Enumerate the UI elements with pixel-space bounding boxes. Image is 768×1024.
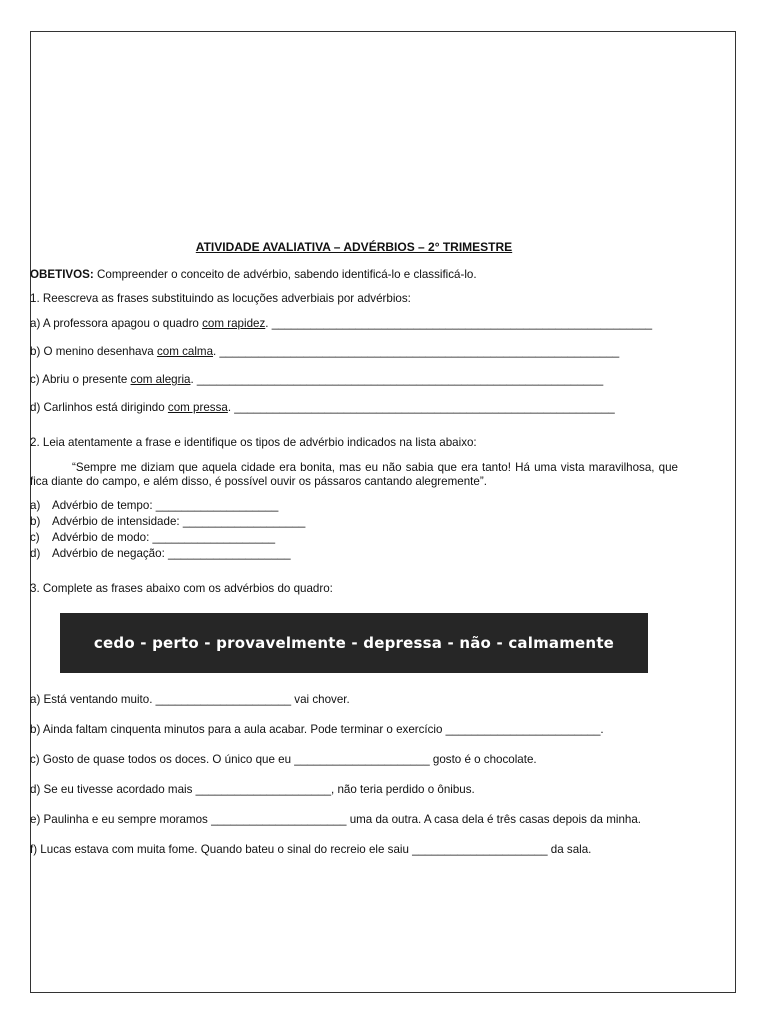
q3-item-d: d) Se eu tivesse acordado mais _____________________, não teria perdido o ônibus.: [30, 783, 475, 796]
q2-item-a-text: Advérbio de tempo: ___________________: [52, 499, 279, 512]
q1-item-b: [30, 345, 678, 358]
q1-item-a-text: a) A professora apagou o quadro: [30, 317, 203, 330]
q2-prompt: 2. Leia atentamente a frase e identifique os tipos de advérbio indicados na lista abaixo:: [30, 436, 477, 449]
q2-item-c: [30, 531, 678, 544]
q1-item-a: [30, 317, 678, 330]
q2-item-a-label: a): [30, 499, 41, 512]
q1-prompt: 1. Reescreva as frases substituindo as locuções adverbiais por advérbios:: [30, 292, 411, 305]
q3-item-b: b) Ainda faltam cinquenta minutos para a aula acabar. Pode terminar o exercício ________________________.: [30, 723, 604, 736]
q1-item-c-text: c) Abriu o presente: [30, 373, 131, 386]
objectives-line: [30, 268, 678, 281]
q2-item-d: [30, 547, 678, 560]
objectives-label: OBETIVOS:: [30, 268, 94, 281]
q3-item-f: f) Lucas estava com muita fome. Quando bateu o sinal do recreio ele saiu _____________________ da sala.: [30, 843, 592, 856]
worksheet-content: [30, 240, 678, 856]
worksheet-title: ATIVIDADE AVALIATIVA – ADVÉRBIOS – 2° TRIMESTRE: [195, 240, 513, 254]
q1-item-d-locution: com pressa: [167, 401, 228, 414]
q3-item-e: e) Paulinha e eu sempre moramos _____________________ uma da outra. A casa dela é três casas depois da minha.: [30, 813, 642, 826]
q2-item-c-text: Advérbio de modo: ___________________: [52, 531, 276, 544]
q1-item-d-text: d) Carlinhos está dirigindo: [30, 401, 168, 414]
q3-prompt: 3. Complete as frases abaixo com os advérbios do quadro:: [30, 582, 333, 595]
q2-item-b-text: Advérbio de intensidade: ___________________: [52, 515, 306, 528]
q1-item-c-locution: com alegria: [130, 373, 191, 386]
objectives-text: Compreender o conceito de advérbio, sabendo identificá-lo e classificá-lo.: [93, 268, 477, 281]
q1-item-c: [30, 373, 678, 386]
q1-item-a-locution: com rapidez: [202, 317, 266, 330]
q2-item-a: [30, 499, 678, 512]
q1-item-b-text: b) O menino desenhava: [30, 345, 157, 358]
q1-item-a-answer-line: . ___________________________________________________________: [265, 317, 653, 330]
q3-item-a: a) Está ventando muito. _____________________ vai chover.: [30, 693, 350, 706]
adverb-word-box: cedo - perto - provavelmente - depressa - não - calmamente: [60, 613, 648, 673]
q1-item-c-answer-line: . _______________________________________________________________: [190, 373, 604, 386]
q2-item-d-label: d): [30, 547, 41, 560]
q2-item-c-label: c): [30, 531, 40, 544]
q2-item-d-text: Advérbio de negação: ___________________: [52, 547, 291, 560]
q1-item-d-answer-line: . ___________________________________________________________: [227, 401, 615, 414]
q2-item-b-label: b): [30, 515, 41, 528]
q2-quote: “Sempre me diziam que aquela cidade era bonita, mas eu não sabia que era tanto! Há uma vista maravilhosa, que fica diante do campo, e além disso, é possível ouvir os pássaros cantando alegremente”.: [30, 461, 678, 488]
q1-item-b-answer-line: . ______________________________________________________________: [213, 345, 620, 358]
q3-item-c: c) Gosto de quase todos os doces. O único que eu _____________________ gosto é o chocolate.: [30, 753, 537, 766]
q1-item-b-locution: com calma: [156, 345, 214, 358]
q2-item-b: [30, 515, 678, 528]
q1-item-d: [30, 401, 678, 414]
